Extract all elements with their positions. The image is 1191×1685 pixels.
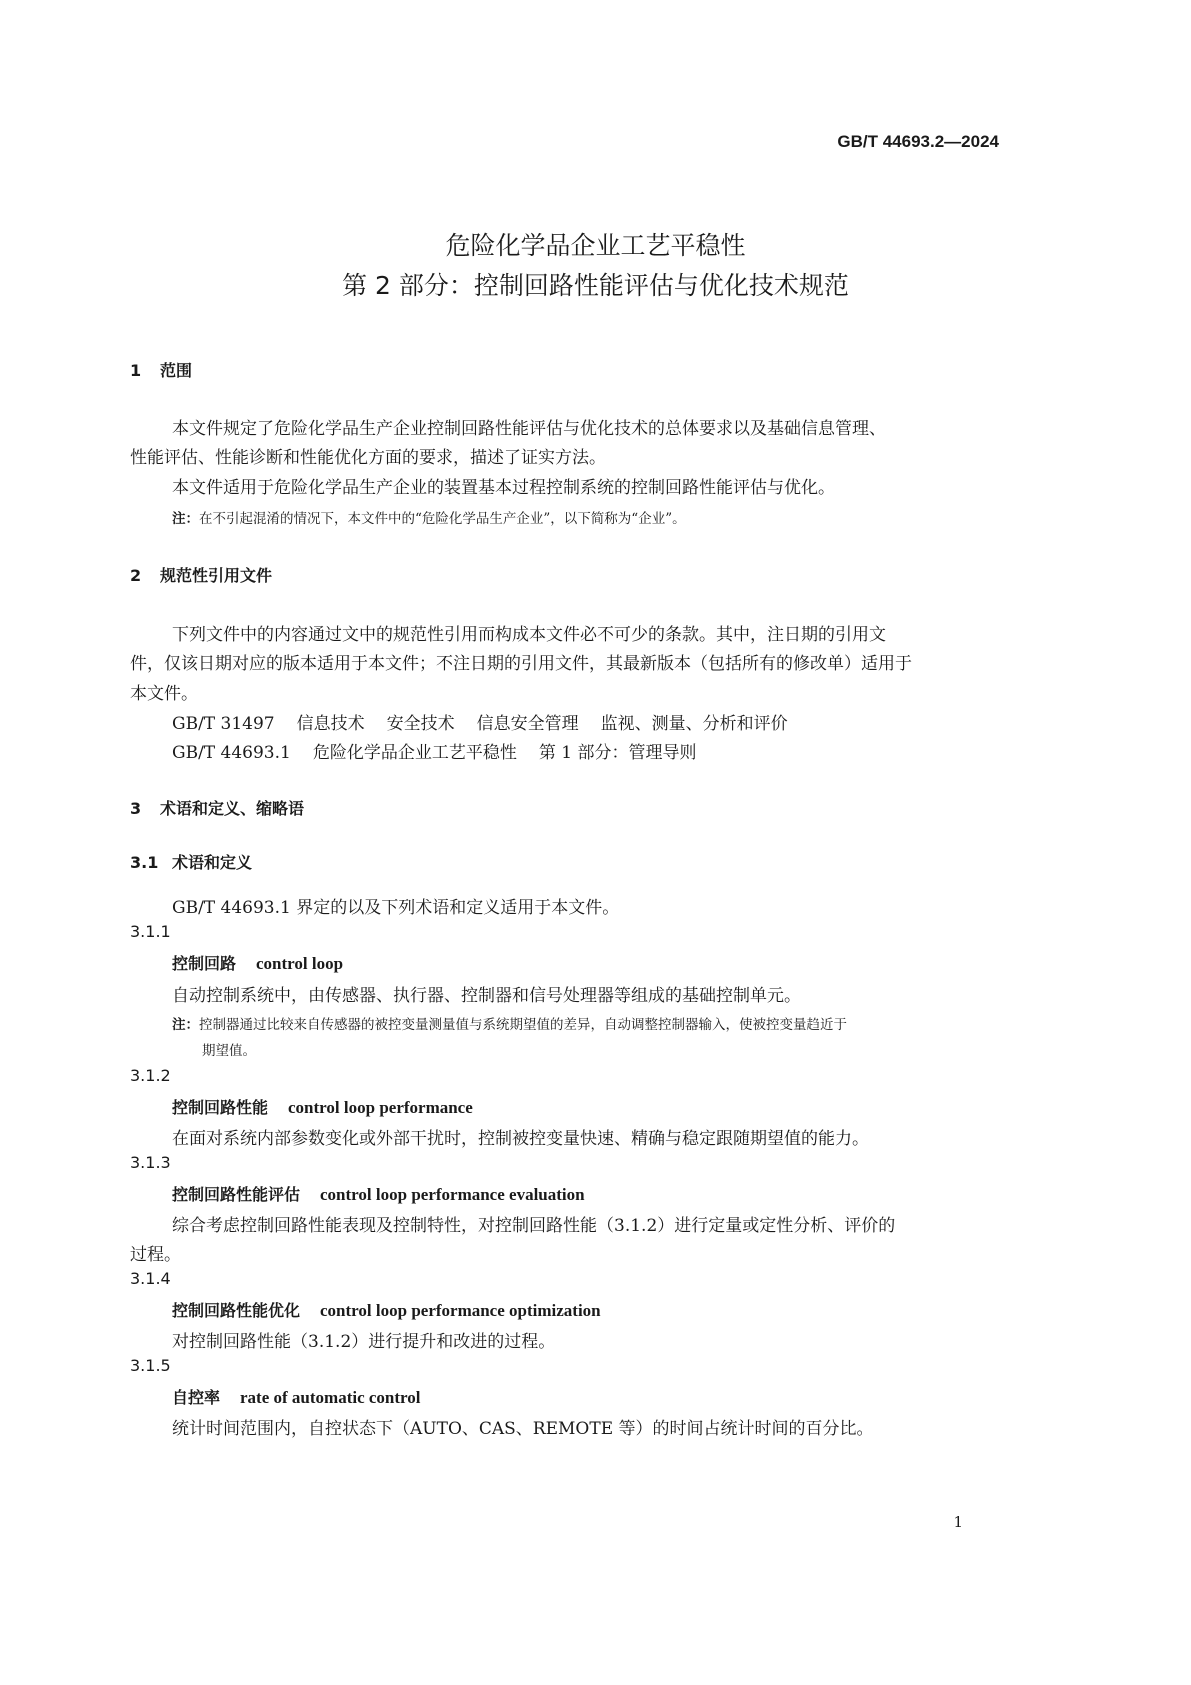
term-en: rate of automatic control <box>240 1388 421 1407</box>
term-number: 3.1.4 <box>130 1269 171 1288</box>
refs-paragraph-line3: 本文件。 <box>130 684 198 704</box>
term-definition: 自动控制系统中，由传感器、执行器、控制器和信号处理器等组成的基础控制单元。 <box>172 986 801 1006</box>
term-zh: 控制回路性能 <box>172 1098 269 1117</box>
term-number: 3.1.3 <box>130 1153 171 1172</box>
term-number: 3.1.1 <box>130 922 171 941</box>
term-definition: 对控制回路性能（3.1.2）进行提升和改进的过程。 <box>172 1332 556 1352</box>
section-heading-terms <box>130 796 304 819</box>
note-text: 控制器通过比较来自传感器的被控变量测量值与系统期望值的差异，自动调整控制器输入，使被控变量趋近于 <box>199 1017 847 1033</box>
scope-paragraph-2: 本文件适用于危险化学品生产企业的装置基本过程控制系统的控制回路性能评估与优化。 <box>172 478 835 498</box>
section-heading-scope <box>130 358 192 381</box>
page-number: 1 <box>953 1513 963 1531</box>
term-en: control loop performance <box>288 1098 473 1117</box>
term-number: 3.1.2 <box>130 1066 171 1085</box>
term-note-line2: 期望值。 <box>202 1043 256 1059</box>
section-title: 规范性引用文件 <box>160 566 273 585</box>
reference-item <box>172 738 696 763</box>
term-note <box>172 1013 847 1033</box>
note-label: 注： <box>172 1017 199 1033</box>
scope-paragraph-line2: 性能评估、性能诊断和性能优化方面的要求，描述了证实方法。 <box>130 448 606 468</box>
scope-paragraph-line1: 本文件规定了危险化学品生产企业控制回路性能评估与优化技术的总体要求以及基础信息管理、 <box>172 419 886 439</box>
section-number: 1 <box>130 361 142 380</box>
scope-note <box>172 507 686 527</box>
refs-paragraph-line2: 件，仅该日期对应的版本适用于本文件；不注日期的引用文件，其最新版本（包括所有的修改单）适用于 <box>130 654 912 674</box>
term-zh: 控制回路 <box>172 954 237 973</box>
subsection-number: 3.1 <box>130 853 159 872</box>
term-zh: 自控率 <box>172 1388 221 1407</box>
term-heading <box>172 951 343 974</box>
reference-part: 信息技术 <box>296 714 365 734</box>
term-en: control loop performance evaluation <box>320 1185 585 1204</box>
term-number: 3.1.5 <box>130 1356 171 1375</box>
reference-code: GB/T 31497 <box>172 714 275 734</box>
note-text: 在不引起混淆的情况下，本文件中的“危险化学品生产企业”，以下简称为“企业”。 <box>199 511 686 527</box>
document-title-line2: 第 2 部分：控制回路性能评估与优化技术规范 <box>342 271 849 300</box>
term-en: control loop <box>256 954 344 973</box>
reference-part: 信息安全管理 <box>476 714 579 734</box>
reference-item <box>172 709 788 734</box>
terms-intro: GB/T 44693.1 界定的以及下列术语和定义适用于本文件。 <box>172 898 620 918</box>
term-definition: 统计时间范围内，自控状态下（AUTO、CAS、REMOTE 等）的时间占统计时间的百分比。 <box>172 1419 874 1439</box>
note-label: 注： <box>172 511 199 527</box>
term-zh: 控制回路性能评估 <box>172 1185 301 1204</box>
term-zh: 控制回路性能优化 <box>172 1301 301 1320</box>
reference-part: 危险化学品企业工艺平稳性 <box>312 743 517 763</box>
term-heading <box>172 1095 473 1118</box>
document-title-line1: 危险化学品企业工艺平稳性 <box>445 231 746 260</box>
term-definition-line2: 过程。 <box>130 1245 181 1265</box>
standard-code: GB/T 44693.2—2024 <box>837 132 999 151</box>
subsection-heading-terms-definitions <box>130 850 252 873</box>
section-number: 3 <box>130 799 142 818</box>
reference-part: 第 1 部分：管理导则 <box>538 743 697 763</box>
term-en: control loop performance optimization <box>320 1301 601 1320</box>
section-title: 术语和定义、缩略语 <box>160 799 305 818</box>
term-definition-line1: 综合考虑控制回路性能表现及控制特性，对控制回路性能（3.1.2）进行定量或定性分析、评价的 <box>172 1216 896 1236</box>
subsection-title: 术语和定义 <box>172 853 253 872</box>
section-heading-normative-refs <box>130 563 272 586</box>
reference-part: 安全技术 <box>386 714 455 734</box>
section-number: 2 <box>130 566 142 585</box>
term-definition: 在面对系统内部参数变化或外部干扰时，控制被控变量快速、精确与稳定跟随期望值的能力。 <box>172 1129 869 1149</box>
term-heading <box>172 1385 421 1408</box>
section-title: 范围 <box>160 361 193 380</box>
term-heading <box>172 1298 601 1321</box>
refs-paragraph-line1: 下列文件中的内容通过文中的规范性引用而构成本文件必不可少的条款。其中，注日期的引用文 <box>172 625 886 645</box>
reference-part: 监视、测量、分析和评价 <box>600 714 788 734</box>
reference-code: GB/T 44693.1 <box>172 743 291 763</box>
term-heading <box>172 1182 585 1205</box>
